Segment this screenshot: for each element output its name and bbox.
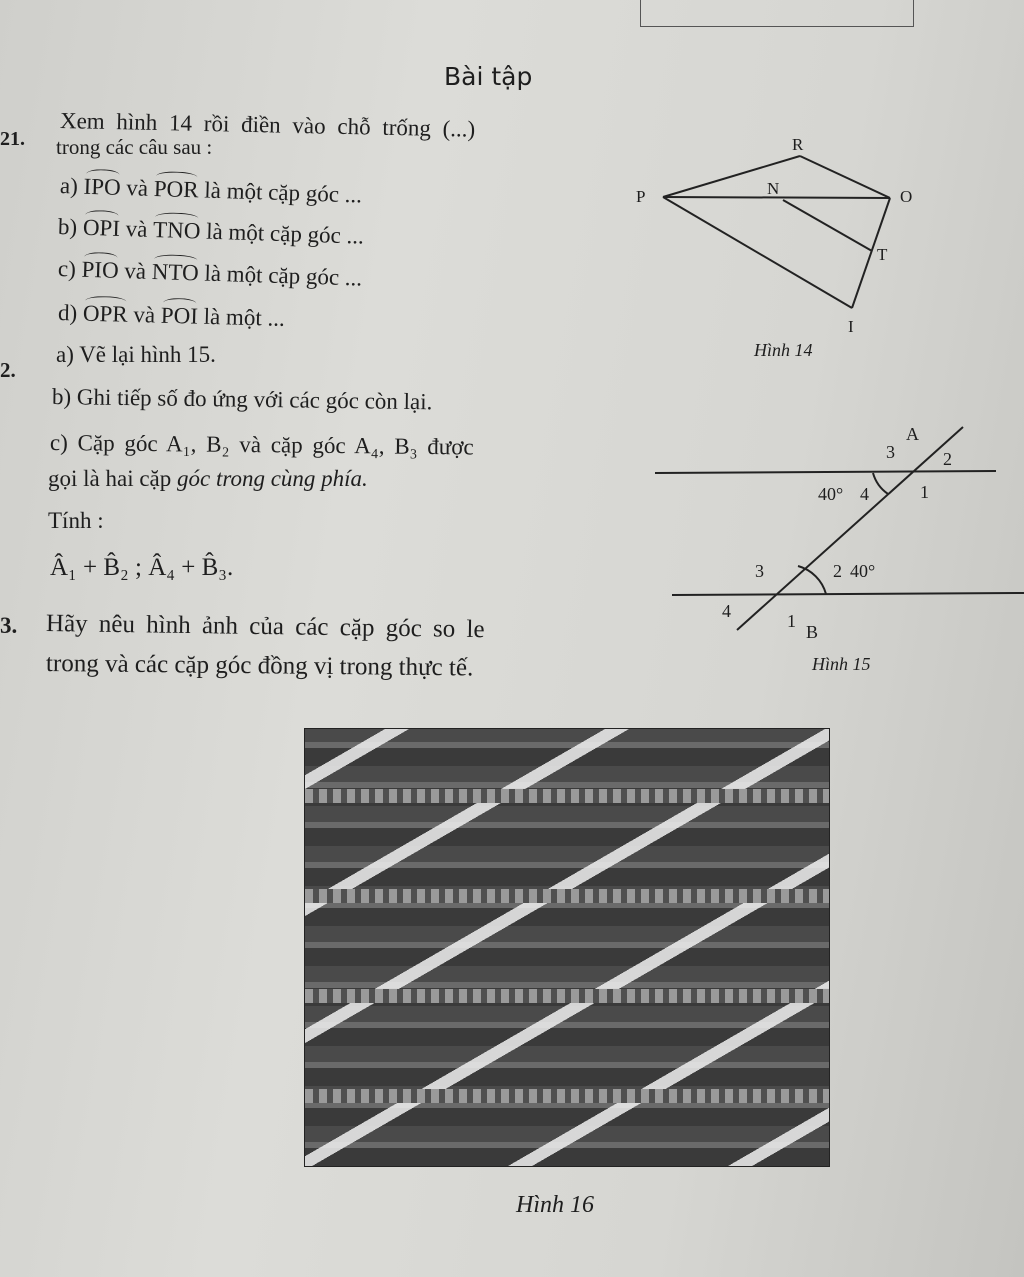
exercise-21-intro-2: trong các câu sau : <box>56 135 213 159</box>
angle-name: PIO <box>81 256 120 283</box>
conjunction: và <box>126 175 149 201</box>
angle-label-A4: 4 <box>860 484 869 504</box>
item-label: c) <box>57 256 77 282</box>
angle-name: OPI <box>82 214 121 241</box>
exercise-23-line1: Hãy nêu hình ảnh của các cặp góc so le <box>45 610 485 644</box>
exercise-21-number: 21. <box>0 128 25 150</box>
point-label-I: I <box>848 317 854 336</box>
segment-NT <box>783 200 872 251</box>
figure-14-caption: Hình 14 <box>754 340 813 360</box>
figure-15 <box>655 427 1024 630</box>
transversal <box>737 427 963 630</box>
exercise-22-number: 2. <box>0 358 16 382</box>
point-label-B: B <box>806 622 819 642</box>
angle-label-B2: 2 <box>833 561 842 581</box>
angle-label-A2: 2 <box>943 449 952 469</box>
angle-label-A3: 3 <box>886 442 895 462</box>
text: gọi là hai cặp <box>48 466 178 491</box>
angle-label-A1: 1 <box>920 482 929 502</box>
angle-label-B3: 3 <box>755 561 764 581</box>
angle-value-B2: 40° <box>850 561 876 581</box>
figure-16-caption: Hình 16 <box>516 1192 594 1218</box>
figure-15-caption: Hình 15 <box>812 654 871 674</box>
segment-RO <box>800 156 890 198</box>
photo-rail <box>305 789 829 803</box>
angle-name: IPO <box>83 173 122 200</box>
photo-rail <box>305 989 829 1003</box>
item-text: là một cặp góc ... <box>203 177 363 208</box>
angle-name: OPR <box>82 300 128 327</box>
compute-label: Tính : <box>48 508 104 533</box>
item-label: a) <box>59 173 79 199</box>
segment-PR <box>663 156 800 197</box>
conjunction: và <box>124 258 147 284</box>
angle-label-B4: 4 <box>722 601 731 621</box>
term: góc trong cùng phía. <box>177 466 368 491</box>
section-heading: Bài tập <box>444 62 533 91</box>
point-label-O: O <box>900 187 913 206</box>
staircase-photo <box>304 728 830 1167</box>
angle-name: NTO <box>151 258 200 286</box>
point-label-A: A <box>906 424 919 444</box>
point-label-R: R <box>792 135 804 154</box>
item-text: là một ... <box>203 303 286 331</box>
angle-label-B1: 1 <box>787 611 796 631</box>
item-label: b) <box>57 214 78 240</box>
angle-value-A4: 40° <box>818 484 844 504</box>
exercise-22-a: a) Vẽ lại hình 15. <box>56 342 216 367</box>
line-a <box>655 471 996 473</box>
item-text: là một cặp góc ... <box>204 260 363 291</box>
photo-rail <box>305 1089 829 1103</box>
point-label-P: P <box>636 187 646 206</box>
angle-name: TNO <box>152 216 201 244</box>
conjunction: và <box>125 216 148 242</box>
exercise-21-intro: Xem hình 14 rồi điền vào chỗ trống (...) <box>59 108 476 142</box>
segment-PI <box>663 197 852 308</box>
conjunction: và <box>133 301 156 328</box>
line-b <box>672 593 1024 595</box>
item-text: là một cặp góc ... <box>205 218 365 249</box>
item-label: d) <box>57 300 78 326</box>
exercise-23-line2: trong và các cặp góc đồng vị trong thực tế. <box>45 650 474 682</box>
exercise-22-b: b) Ghi tiếp số đo ứng với các góc còn lại. <box>51 384 433 415</box>
angle-arc-A4 <box>873 473 888 494</box>
formula: Â₁ + B̂₂ ; Â₄ + B̂₃. <box>50 554 234 581</box>
exercise-22-c: c) Cặp góc A₁, B₂ và cặp góc A₄, B₃ được <box>49 430 474 460</box>
angle-name: POR <box>153 175 199 203</box>
photo-rail <box>305 889 829 903</box>
point-label-T: T <box>877 245 888 264</box>
exercise-23-number: 3. <box>0 613 18 638</box>
angle-name: POI <box>160 302 199 329</box>
point-label-N: N <box>767 179 780 198</box>
